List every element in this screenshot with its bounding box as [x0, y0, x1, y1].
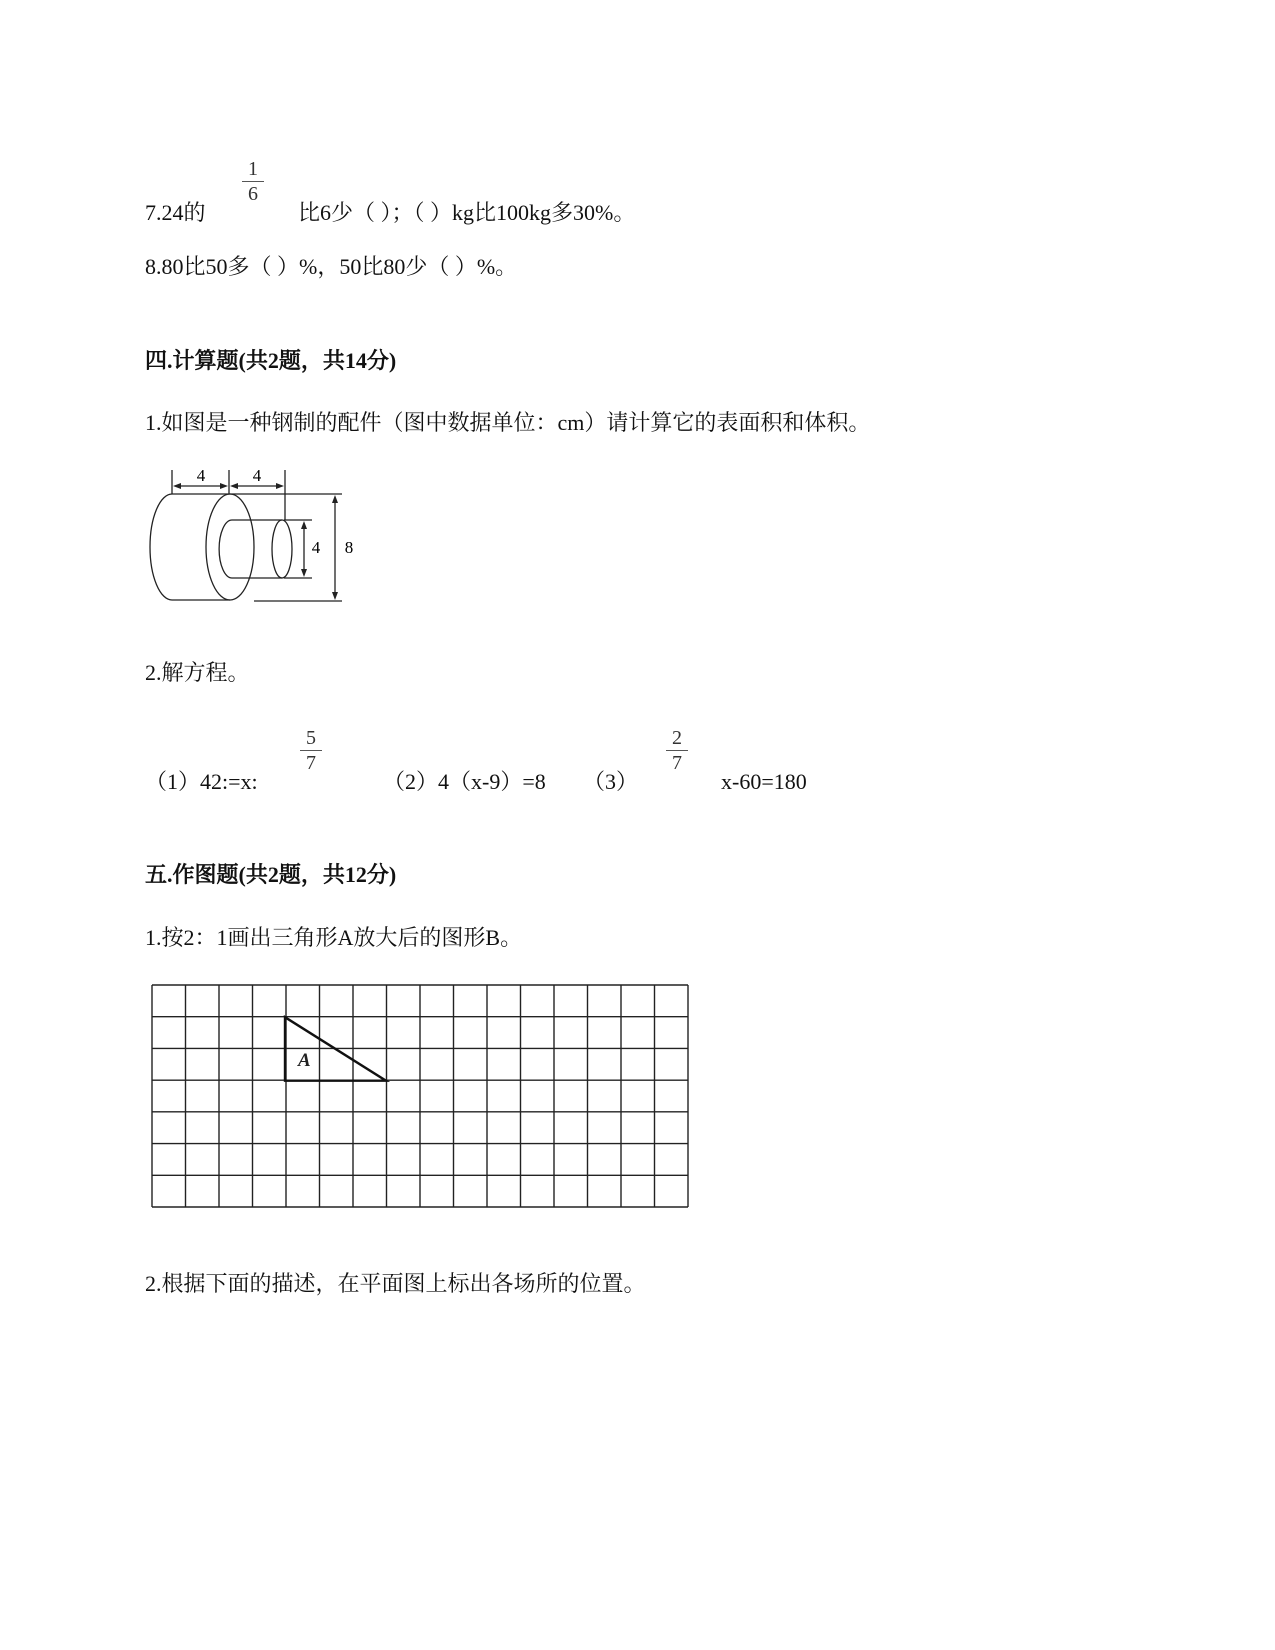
fraction-numerator: 1 — [248, 158, 258, 180]
eq1-fraction — [299, 727, 323, 774]
q8-text: 8.80比50多（ ）%，50比80少（ ）%。 — [145, 254, 518, 279]
triangle-a-label: A — [298, 1050, 311, 1071]
s5-q2-text: 2.根据下面的描述，在平面图上标出各场所的位置。 — [145, 1271, 646, 1296]
fraction-bar — [300, 750, 322, 751]
fraction-bar — [666, 750, 688, 751]
steel-part-figure — [140, 460, 360, 610]
section-4-title: 四.计算题(共2题，共14分) — [145, 348, 397, 373]
q7-suffix: 比6少（ ）；（ ）kg比100kg多30%。 — [298, 200, 636, 225]
fraction-denominator: 6 — [248, 183, 258, 205]
q7-prefix: 7.24的 — [145, 200, 206, 225]
fraction-numerator: 2 — [672, 727, 682, 749]
fraction-bar — [242, 181, 264, 182]
fraction-numerator: 5 — [306, 727, 316, 749]
q7-fraction — [241, 158, 265, 205]
dim-label-outer-diameter: 8 — [344, 538, 354, 557]
fraction-denominator: 7 — [306, 752, 316, 774]
eq3-fraction — [665, 727, 689, 774]
s4-q1-text: 1.如图是一种钢制的配件（图中数据单位：cm）请计算它的表面积和体积。 — [145, 410, 871, 435]
dim-label-width-left: 4 — [196, 466, 206, 485]
section-5-title: 五.作图题(共2题，共12分) — [145, 862, 397, 887]
eq3-suffix: x-60=180 — [721, 769, 807, 794]
drawing-grid — [150, 984, 690, 1210]
eq1-prefix: （1）42:=x: — [145, 769, 258, 794]
s4-q2-text: 2.解方程。 — [145, 660, 250, 685]
eq3-prefix: （3） — [583, 769, 639, 794]
s5-q1-text: 1.按2：1画出三角形A放大后的图形B。 — [145, 925, 523, 950]
eq2: （2）4（x-9）=8 — [383, 769, 546, 794]
dim-label-width-right: 4 — [252, 466, 262, 485]
fraction-denominator: 7 — [672, 752, 682, 774]
dim-label-inner-diameter: 4 — [311, 538, 321, 557]
